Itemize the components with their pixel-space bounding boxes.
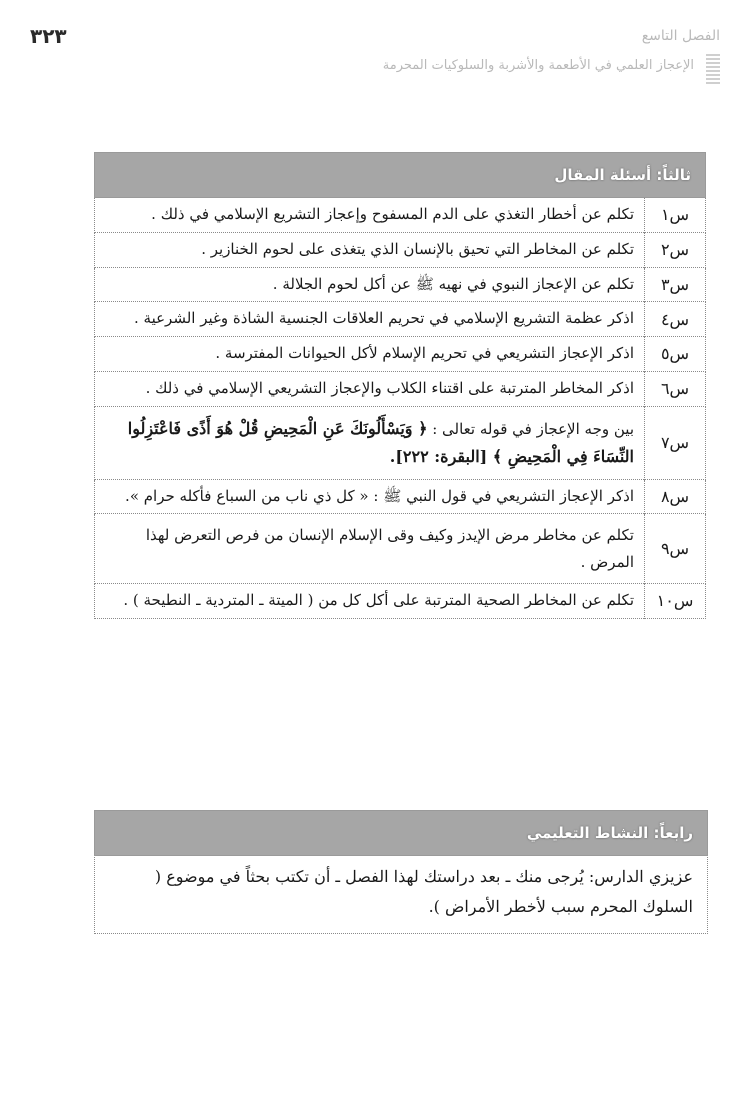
question-number: س٥ bbox=[645, 337, 706, 372]
question-text: تكلم عن الإعجاز النبوي في نهيه ﷺ عن أكل لحوم الجلالة . bbox=[95, 267, 645, 302]
question-text: اذكر عظمة التشريع الإسلامي في تحريم العلاقات الجنسية الشاذة وغير الشرعية . bbox=[95, 302, 645, 337]
question-row bbox=[95, 514, 706, 584]
question-number: س٦ bbox=[645, 371, 706, 406]
running-head bbox=[30, 22, 720, 84]
question-number: س١ bbox=[645, 198, 706, 233]
question-number: س٤ bbox=[645, 302, 706, 337]
chapter-subtitle: الإعجاز العلمي في الأطعمة والأشربة والسلوكيات المحرمة bbox=[382, 58, 694, 73]
chapter-title: الفصل التاسع bbox=[641, 28, 720, 44]
questions-section-title: ثالثاً: أسئلة المقال bbox=[95, 153, 706, 198]
question-row bbox=[95, 479, 706, 514]
question-intro: بين وجه الإعجاز في قوله تعالى : bbox=[427, 419, 634, 438]
question-row bbox=[95, 371, 706, 406]
question-row bbox=[95, 337, 706, 372]
question-text: تكلم عن المخاطر الصحية المترتبة على أكل كل من ( الميتة ـ المتردية ـ النطيحة ) . bbox=[95, 583, 645, 618]
header-marker-icon bbox=[706, 54, 720, 84]
question-number: س٢ bbox=[645, 232, 706, 267]
questions-table bbox=[94, 152, 706, 619]
activity-text: عزيزي الدارس: يُرجى منك ـ بعد دراستك لهذا الفصل ـ أن تكتب بحثاً في موضوع ( السلوك المحرم سبب لأخطر الأمراض ). bbox=[154, 867, 693, 917]
question-text: اذكر الإعجاز التشريعي في تحريم الإسلام لأكل الحيوانات المفترسة . bbox=[95, 337, 645, 372]
question-number: س٧ bbox=[645, 406, 706, 479]
question-text: تكلم عن المخاطر التي تحيق بالإنسان الذي يتغذى على لحوم الخنازير . bbox=[95, 232, 645, 267]
question-text: تكلم عن أخطار التغذي على الدم المسفوح وإعجاز التشريع الإسلامي في ذلك . bbox=[95, 198, 645, 233]
verse-reference: [البقرة: ٢٢٢]. bbox=[389, 446, 493, 466]
question-text: اذكر الإعجاز التشريعي في قول النبي ﷺ : « كل ذي ناب من السباع فأكله حرام ». bbox=[95, 479, 645, 514]
question-row bbox=[95, 583, 706, 618]
question-text: اذكر المخاطر المترتبة على اقتناء الكلاب والإعجاز التشريعي الإسلامي في ذلك . bbox=[95, 371, 645, 406]
question-row bbox=[95, 198, 706, 233]
question-number: س١٠ bbox=[645, 583, 706, 618]
question-row bbox=[95, 232, 706, 267]
activity-section-title: رابعاً: النشاط التعليمي bbox=[94, 810, 708, 856]
quran-verse: ﴿ وَيَسْأَلُونَكَ عَنِ الْمَحِيضِ قُلْ هُوَ أَذًى فَاعْتَزِلُوا النِّسَاءَ فِي الْمَحِيضِ ﴾ bbox=[127, 418, 634, 466]
question-text: تكلم عن مخاطر مرض الإيدز وكيف وقى الإسلام الإنسان من فرص التعرض لهذا المرض . bbox=[95, 514, 645, 584]
page-number: ٣٢٣ bbox=[30, 24, 67, 48]
question-number: س٣ bbox=[645, 267, 706, 302]
question-row bbox=[95, 267, 706, 302]
question-row bbox=[95, 406, 706, 479]
question-number: س٩ bbox=[645, 514, 706, 584]
question-row bbox=[95, 302, 706, 337]
activity-section bbox=[94, 810, 708, 934]
question-number: س٨ bbox=[645, 479, 706, 514]
questions-header-row bbox=[95, 153, 706, 198]
question-text bbox=[95, 406, 645, 479]
